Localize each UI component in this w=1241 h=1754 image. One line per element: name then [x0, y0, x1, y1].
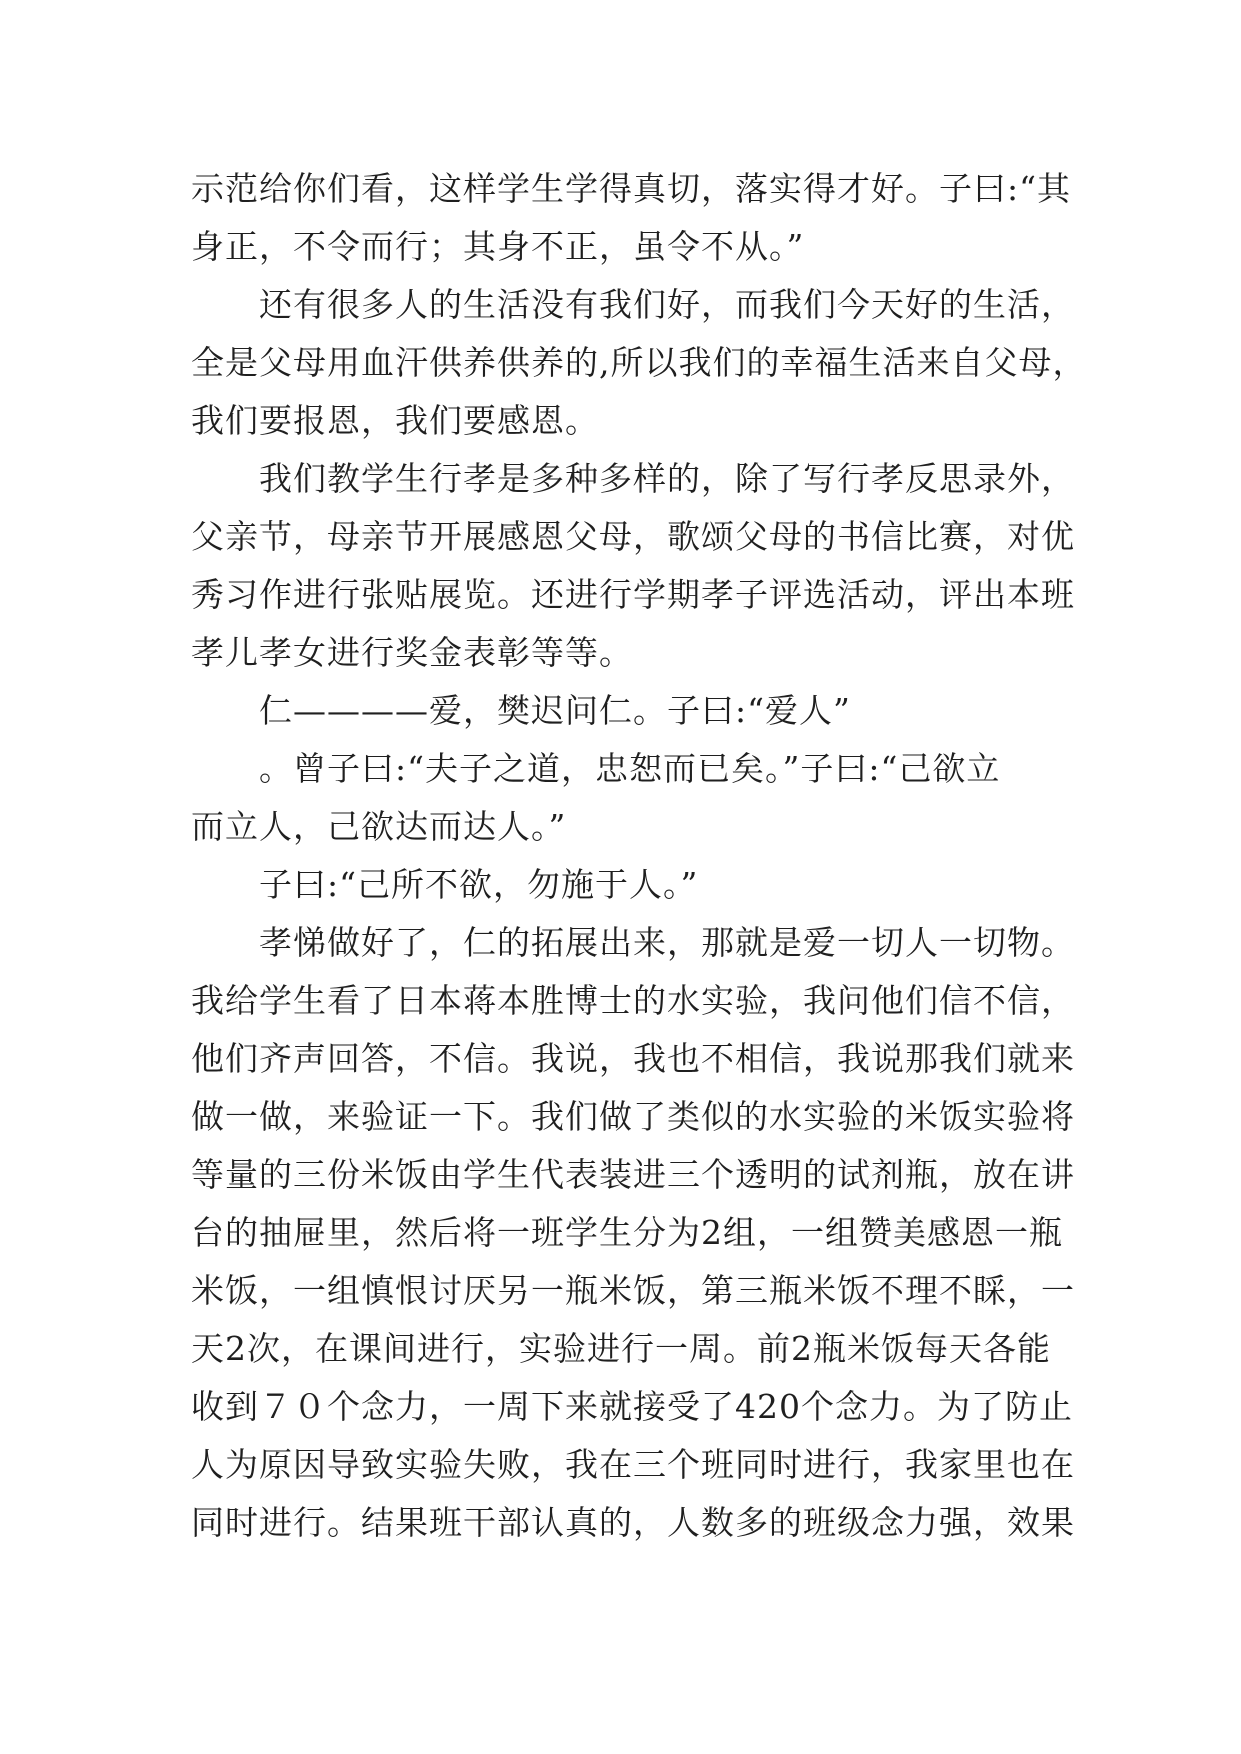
- text-line: 台的抽屉里，然后将一班学生分为2组，一组赞美感恩一瓶: [191, 1213, 1063, 1252]
- text-line: 我们教学生行孝是多种多样的，除了写行孝反思录外，: [259, 459, 1075, 498]
- text-line: 人为原因导致实验失败，我在三个班同时进行，我家里也在: [191, 1445, 1075, 1484]
- text-line: 秀习作进行张贴展览。还进行学期孝子评选活动，评出本班: [191, 575, 1075, 614]
- text-line: 仁————爱，樊迟问仁。子曰:“爱人”: [259, 691, 851, 730]
- text-line: 。曾子曰:“夫子之道，忠恕而已矣。”子曰:“己欲立: [259, 749, 1001, 788]
- text-line: 收到７０个念力，一周下来就接受了420个念力。为了防止: [191, 1387, 1073, 1426]
- text-line: 子曰:“己所不欲，勿施于人。”: [259, 865, 699, 904]
- text-line: 天2次，在课间进行，实验进行一周。前2瓶米饭每天各能: [191, 1329, 1051, 1368]
- text-line: 做一做，来验证一下。我们做了类似的水实验的米饭实验将: [191, 1097, 1075, 1136]
- text-line: 身正，不令而行；其身不正，虽令不从。”: [191, 227, 805, 266]
- text-line: 全是父母用血汗供养供养的,所以我们的幸福生活来自父母，: [191, 343, 1087, 382]
- text-line: 他们齐声回答，不信。我说，我也不相信，我说那我们就来: [191, 1039, 1075, 1078]
- text-line: 父亲节，母亲节开展感恩父母，歌颂父母的书信比赛，对优: [191, 517, 1075, 556]
- text-line: 同时进行。结果班干部认真的，人数多的班级念力强，效果: [191, 1503, 1075, 1542]
- text-line: 示范给你们看，这样学生学得真切，落实得才好。子曰:“其: [191, 169, 1071, 208]
- text-line: 还有很多人的生活没有我们好，而我们今天好的生活，: [259, 285, 1075, 324]
- text-line: 米饭，一组慎恨讨厌另一瓶米饭，第三瓶米饭不理不睬，一: [191, 1271, 1075, 1310]
- text-line: 孝儿孝女进行奖金表彰等等。: [191, 633, 633, 672]
- document-body: [191, 160, 1087, 1552]
- text-line: 我们要报恩，我们要感恩。: [191, 401, 599, 440]
- text-line: 而立人，己欲达而达人。”: [191, 807, 567, 846]
- text-line: 孝悌做好了，仁的拓展出来，那就是爱一切人一切物。: [259, 923, 1075, 962]
- text-line: 我给学生看了日本蒋本胜博士的水实验，我问他们信不信，: [191, 981, 1075, 1020]
- text-line: 等量的三份米饭由学生代表装进三个透明的试剂瓶，放在讲: [191, 1155, 1075, 1194]
